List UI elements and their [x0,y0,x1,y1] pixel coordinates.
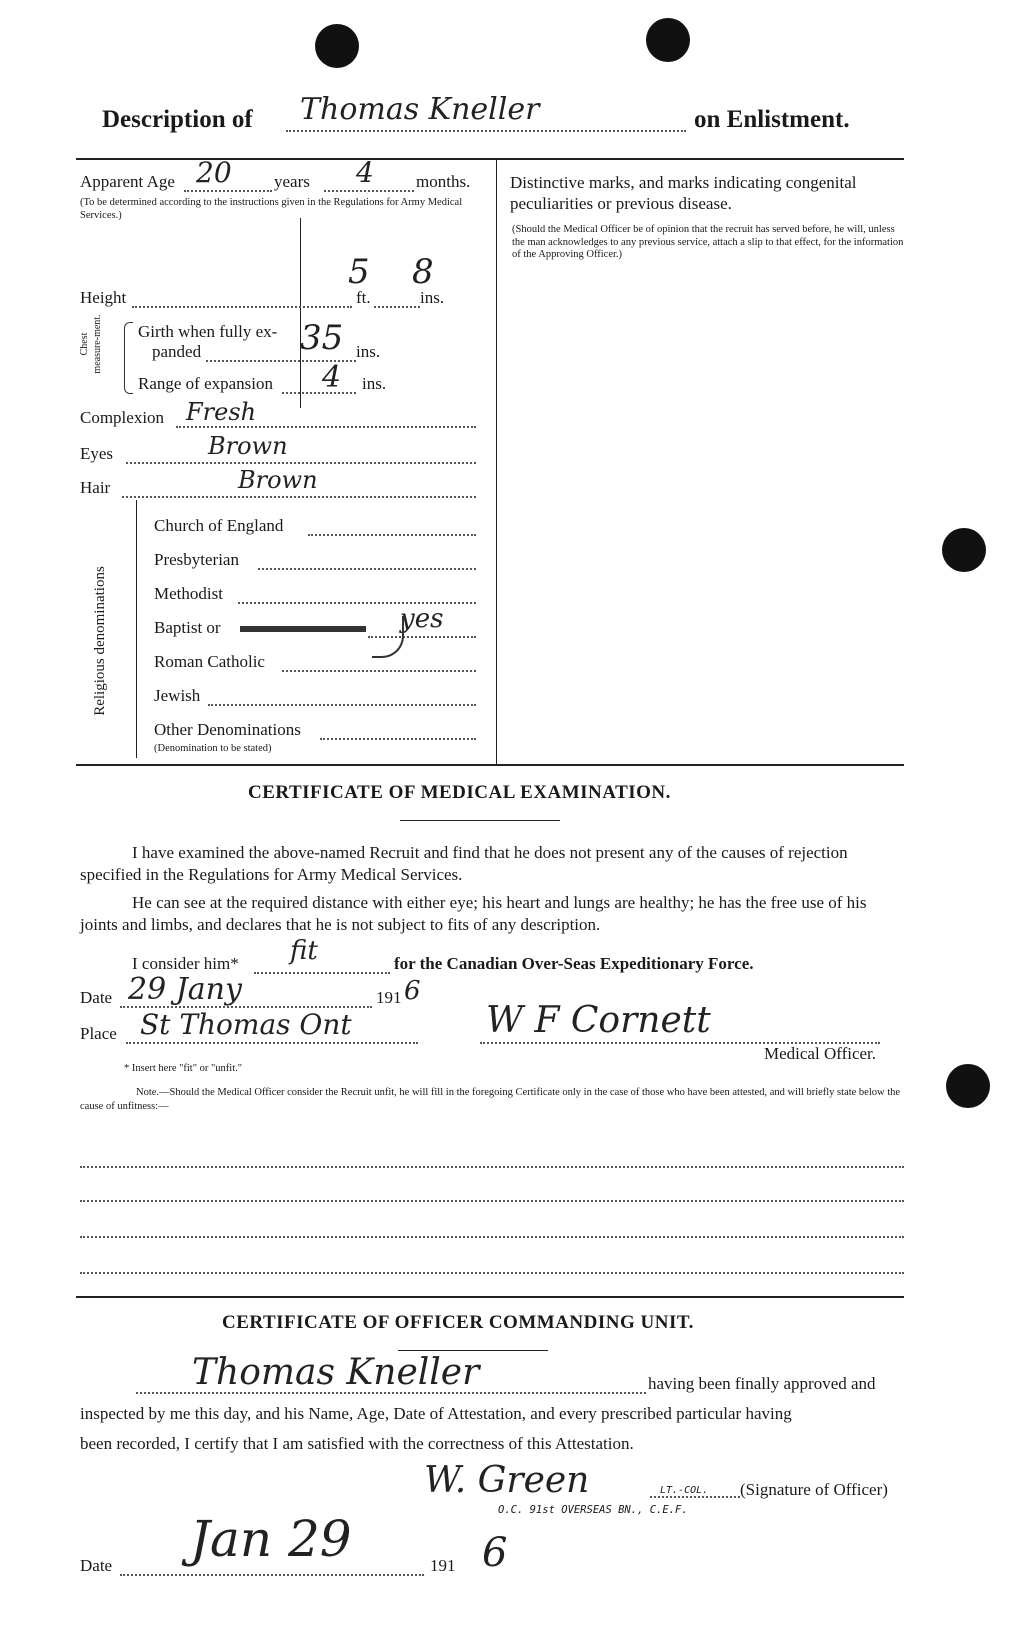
range-ins-label: ins. [362,374,387,393]
unfit-line-4 [80,1272,904,1274]
stamp-rank: LT.-COL. [660,1485,709,1496]
place-value: St Thomas Ont [140,1008,352,1041]
commanding-signature: W. Green [424,1460,590,1501]
religion-item-methodist: Methodist [154,584,223,603]
age-years-value: 20 [196,156,232,189]
place-dots [126,1042,418,1044]
consider-dots [254,972,390,974]
unfit-note: Note.—Should the Medical Officer consider the Recruit unfit, he will fill in the foregoing Certificate only in the case of those who have been attested, and will briefly state below the cause of unfitness:— [80,1087,901,1112]
religion-bracket-mark [372,616,404,658]
medical-para2: He can see at the required distance with either eye; his heart and lungs are healthy; he has the free use of his joints and limbs, and declares that he is not subject to fits of any description. [80,893,867,934]
ins-dots [374,306,420,308]
age-months-value: 4 [356,156,374,189]
commanding-line2: inspected by me this day, and his Name, Age, Date of Attestation, and every prescribed particular having [80,1404,792,1423]
commanding-heading-underline [398,1350,548,1351]
height-dots [132,306,352,308]
medical-officer-label: Medical Officer. [764,1044,877,1063]
rel-dots-5 [208,704,476,706]
girth-ins-label: ins. [356,342,381,361]
commanding-date-label: Date [80,1556,113,1575]
title-name: Thomas Kneller [300,92,540,127]
age-label: Apparent Age [80,172,175,191]
height-ft-value: 5 [348,252,370,292]
religion-answer: yes [400,604,444,634]
commanding-heading: CERTIFICATE OF OFFICER COMMANDING UNIT. [222,1312,694,1333]
height-in-value: 8 [412,252,434,292]
rel-dots-4 [282,670,476,672]
age-dots [184,190,272,192]
medical-signature: W F Cornett [486,1000,711,1041]
medical-year-prefix: 191 [376,988,402,1007]
consider-value: fit [290,936,318,966]
religion-item-church-of-england: Church of England [154,516,284,535]
commanding-line3: been recorded, I certify that I am satisfied with the correctness of this Attestation. [80,1434,634,1453]
signature-of-officer-label: (Signature of Officer) [740,1480,888,1499]
medical-heading: CERTIFICATE OF MEDICAL EXAMINATION. [248,782,671,803]
eyes-label: Eyes [80,444,114,463]
marks-label: Distinctive marks, and marks indicating congenital peculiarities or previous disease. [510,173,857,213]
measure-divider [300,218,301,408]
complexion-label: Complexion [80,408,165,427]
rel-dots-6 [320,738,476,740]
medical-para1: I have examined the above-named Recruit and find that he does not present any of the causes of rejection specified in the Regulations for Army Medical Services. [80,843,848,884]
medical-date-label: Date [80,988,113,1007]
religion-item-baptist: Baptist or [154,618,221,637]
age-note: (To be determined according to the instructions given in the Regulations for Army Medical Services.) [80,197,463,221]
range-value: 4 [322,360,342,395]
medical-heading-underline [400,820,560,821]
punch-hole-right-lower [946,1064,990,1108]
title-suffix: on Enlistment. [694,106,850,133]
struck-text [240,626,366,632]
height-label: Height [80,288,127,307]
months-dots [324,190,414,192]
rel-dots-1 [258,568,476,570]
insert-note: * Insert here "fit" or "unfit." [124,1063,243,1074]
punch-hole-right-mid [942,528,986,572]
eyes-value: Brown [208,432,288,460]
marks-note: (Should the Medical Officer be of opinion that the recruit has served before, he will, unless the man acknowledges to any previous service, attach a slip to that effect, for the information of the Approving Officer.) [512,224,904,260]
commanding-date-value: Jan 29 [190,1510,352,1568]
commanding-year-prefix: 191 [430,1556,456,1575]
punch-hole-top-right [646,18,690,62]
chest-label: Chest measure-ment. [79,314,103,374]
title-dotline [286,130,686,132]
complexion-value: Fresh [186,398,257,426]
consider-suffix: for the Canadian Over-Seas Expeditionary Force. [394,954,754,973]
commanding-date-dots [120,1574,424,1576]
months-label: months. [416,172,471,191]
recruit-name-value: Thomas Kneller [192,1352,480,1393]
girth-value: 35 [300,318,344,358]
place-label: Place [80,1024,117,1043]
medical-year-value: 6 [404,976,421,1006]
eyes-dots [126,462,476,464]
range-label: Range of expansion [138,374,274,393]
religion-brace [136,500,137,758]
unfit-line-1 [80,1166,904,1168]
ins-label: ins. [420,288,445,307]
girth-label-1: Girth when fully ex- [138,322,278,341]
hair-value: Brown [238,466,318,494]
commanding-line1: having been finally approved and [648,1374,876,1393]
girth-label-2: panded [152,342,202,361]
religion-item-other: Other Denominations [154,720,301,739]
column-divider [496,160,497,765]
range-dots [282,392,356,394]
mid-rule [76,764,904,766]
rel-dots-0 [308,534,476,536]
religion-label: Religious denominations [92,566,108,716]
punch-hole-top-left [315,24,359,68]
title-prefix: Description of [102,106,253,133]
complexion-dots [176,426,476,428]
medical-date-value: 29 Jany [128,972,242,1007]
chest-brace [124,322,133,394]
unfit-line-2 [80,1200,904,1202]
other-denomination-note: (Denomination to be stated) [154,743,272,754]
religion-item-jewish: Jewish [154,686,201,705]
religion-item-presbyterian: Presbyterian [154,550,239,569]
commanding-year-value: 6 [482,1530,508,1576]
ft-label: ft. [356,288,371,307]
religion-item-roman-catholic: Roman Catholic [154,652,265,671]
unfit-line-3 [80,1236,904,1238]
lower-rule [76,1296,904,1298]
hair-label: Hair [80,478,111,497]
consider-prefix: I consider him* [132,954,239,973]
years-label: years [274,172,310,191]
stamp-unit: O.C. 91st OVERSEAS BN., C.E.F. [498,1504,688,1516]
hair-dots [122,496,476,498]
